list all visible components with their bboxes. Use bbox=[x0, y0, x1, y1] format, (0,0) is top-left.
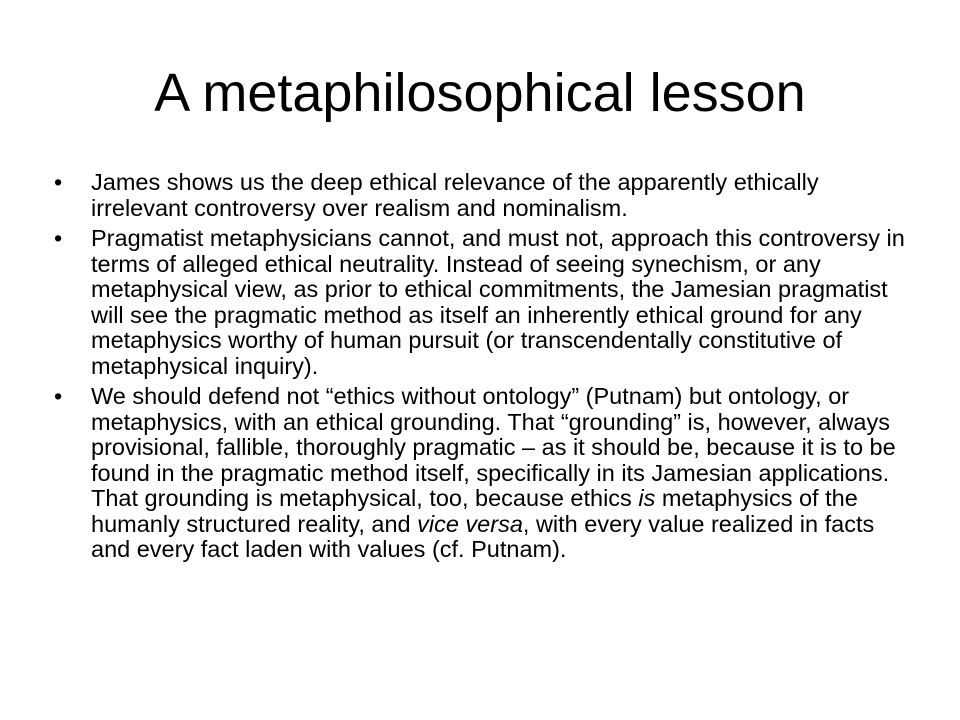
bullet-icon: • bbox=[54, 225, 63, 251]
text-segment: Pragmatist metaphysicians cannot, and must not, approach this controversy in terms of alleged ethical neutrality. Instead of seeing synechism, or any metaphysical view, as prior to ethical commitments, the Jamesian pragmatist will see the pragmatic method as itself an inherently ethical ground for any metaphysics worthy of human pursuit (or transcendentally constitutive of metaphysical inquiry). bbox=[91, 225, 905, 379]
bullet-text bbox=[91, 169, 819, 221]
bullet-list bbox=[54, 170, 914, 568]
bullet-item bbox=[54, 226, 914, 379]
text-segment: We should defend not “ethics without ontology” (Putnam) but ontology, or metaphysics, with an ethical grounding. That “grounding” is, however, always provisional, fallible, thoroughly pragmatic – as it should be, because it is to be found in the pragmatic method itself, specifically in its Jamesian applications. That grounding is metaphysical, too, because ethics bbox=[91, 383, 896, 511]
bullet-item bbox=[54, 384, 914, 563]
text-segment: James shows us the deep ethical relevance of the apparently ethically irrelevant controversy over realism and nominalism. bbox=[91, 169, 819, 221]
text-segment: , with every value realized in facts and every fact laden with values (cf. Putnam). bbox=[91, 510, 875, 562]
bullet-item bbox=[54, 170, 914, 221]
bullet-icon: • bbox=[54, 169, 63, 195]
italic-segment: is bbox=[638, 485, 656, 511]
bullet-text bbox=[91, 383, 896, 562]
bullet-text bbox=[91, 225, 905, 379]
italic-segment: vice versa bbox=[417, 510, 523, 537]
text-segment: metaphysics of the humanly structured reality, and bbox=[91, 485, 858, 537]
bullet-icon: • bbox=[54, 383, 63, 409]
slide-title: A metaphilosophical lesson bbox=[154, 63, 806, 123]
